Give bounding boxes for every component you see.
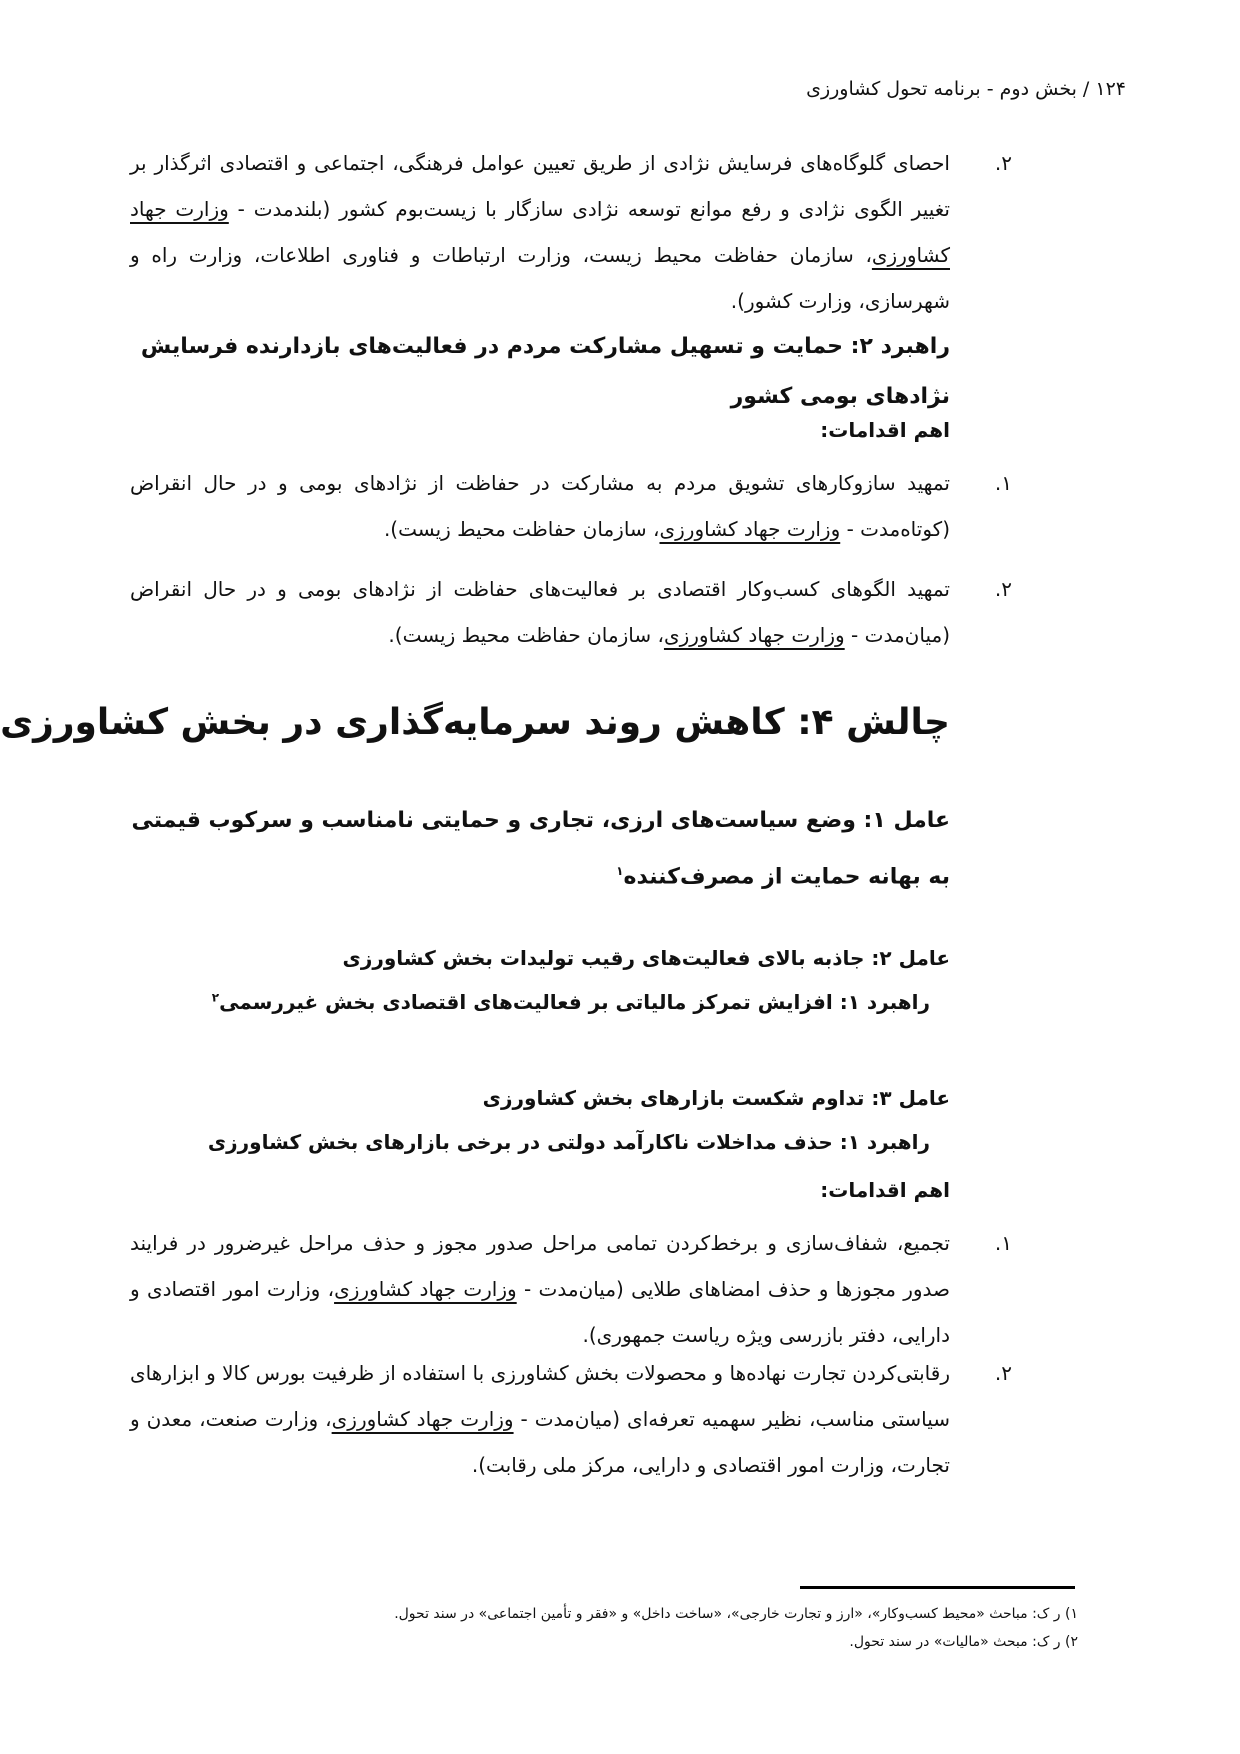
factor-heading: عامل ۲: جاذبه بالای فعالیت‌های رقیب تولیدات بخش کشاورزی [342,946,950,970]
actions-label: اهم اقدامات: [820,418,950,442]
item-text: ، سازمان حفاظت محیط زیست). [388,623,664,647]
footnote-separator [800,1586,1075,1589]
strategy-heading: راهبرد ۱: حذف مداخلات ناکارآمد دولتی در برخی بازارهای بخش کشاورزی [207,1130,930,1154]
list-item [130,140,1012,324]
running-header [806,78,1126,100]
list-number: ۲. [994,577,1012,601]
factor-heading: عامل ۳: تداوم شکست بازارهای بخش کشاورزی [482,1086,950,1110]
list-item [130,1350,1012,1488]
underlined-ministry: وزارت جهاد کشاورزی [663,623,845,647]
strategy-heading [212,990,930,1014]
strategy-title: راهبرد ۱: افزایش تمرکز مالیاتی بر فعالیت‌های اقتصادی بخش غیررسمی [219,990,930,1014]
item-text: رقابتی‌کردن تجارت نهاده‌ها و محصولات بخش کشاورزی با استفاده از ظرفیت بورس کالا و ابزارهای سیاستی مناسب، نظیر سهمیه تعرفه‌ای (میان‌مدت - [130,1361,951,1431]
footnote-ref: ۲ [211,990,220,1005]
factor-title: عامل ۱: وضع سیاست‌های ارزی، تجاری و حمایتی نامناسب و سرکوب قیمتی به بهانه حمایت از مصرف‌کننده [131,808,950,890]
footnote-ref: ۱ [616,864,624,878]
item-text: تمهید سازوکارهای تشویق مردم به مشارکت در حفاظت از نژادهای بومی و در حال انقراض (کوتاه‌مدت - [130,471,950,541]
footnote: ۱) ر ک: مباحث «محیط کسب‌وکار»، «ارز و تجارت خارجی»، «ساخت داخل» و «فقر و تأمین اجتماعی» در سند تحول. [394,1606,1078,1622]
strategy-heading: راهبرد ۲: حمایت و تسهیل مشارکت مردم در فعالیت‌های بازدارنده فرسایش نژادهای بومی کشور [140,334,950,409]
list-number: ۲. [994,1361,1012,1385]
item-text: احصای گلوگاه‌های فرسایش نژادی از طریق تعیین عوامل فرهنگی، اجتماعی و اقتصادی اثرگذار بر تغییر الگوی نژادی و رفع موانع توسعه نژادی سازگار با زیست‌بوم کشور (بلندمدت - [130,151,950,221]
item-text: ، سازمان حفاظت محیط زیست). [383,517,660,541]
challenge-heading: چالش ۴: کاهش روند سرمایه‌گذاری در بخش کشاورزی [0,702,950,743]
item-text: تمهید الگوهای کسب‌وکار اقتصادی بر فعالیت‌های حفاظت از نژادهای بومی و در حال انقراض (میان‌مدت - [130,577,950,647]
footnote: ۲) ر ک: مبحث «مالیات» در سند تحول. [849,1634,1078,1650]
list-item [130,566,1012,658]
underlined-ministry: وزارت جهاد کشاورزی [334,1277,517,1301]
list-item [130,1220,1012,1358]
item-text: ، وزارت امور اقتصادی و دارایی، دفتر بازرسی ویژه ریاست جمهوری). [130,1277,950,1347]
page-number: ۱۲۴ [1095,78,1126,100]
list-number: ۱. [994,1231,1012,1255]
item-text: ، سازمان حفاظت محیط زیست، وزارت ارتباطات و فناوری اطلاعات، وزارت راه و شهرسازی، وزارت کشور). [130,243,950,313]
factor-heading [130,796,950,902]
list-number: ۱. [994,471,1012,495]
actions-label: اهم اقدامات: [820,1178,950,1202]
list-number: ۲. [994,151,1012,175]
running-title: / بخش دوم - برنامه تحول کشاورزی [806,78,1090,100]
underlined-ministry: وزارت جهاد کشاورزی [659,517,841,541]
item-text: ، وزارت صنعت، معدن و تجارت، وزارت امور اقتصادی و دارایی، مرکز ملی رقابت). [130,1407,950,1477]
underlined-ministry: وزارت جهاد کشاورزی [331,1407,514,1431]
item-text: تجمیع، شفاف‌سازی و برخط‌کردن تمامی مراحل صدور مجوز و حذف مراحل غیرضرور در فرایند صدور مجوزها و حذف امضاهای طلایی (میان‌مدت - [130,1231,951,1301]
list-item [130,460,1012,552]
underlined-ministry: وزارت جهاد کشاورزی [130,197,950,267]
